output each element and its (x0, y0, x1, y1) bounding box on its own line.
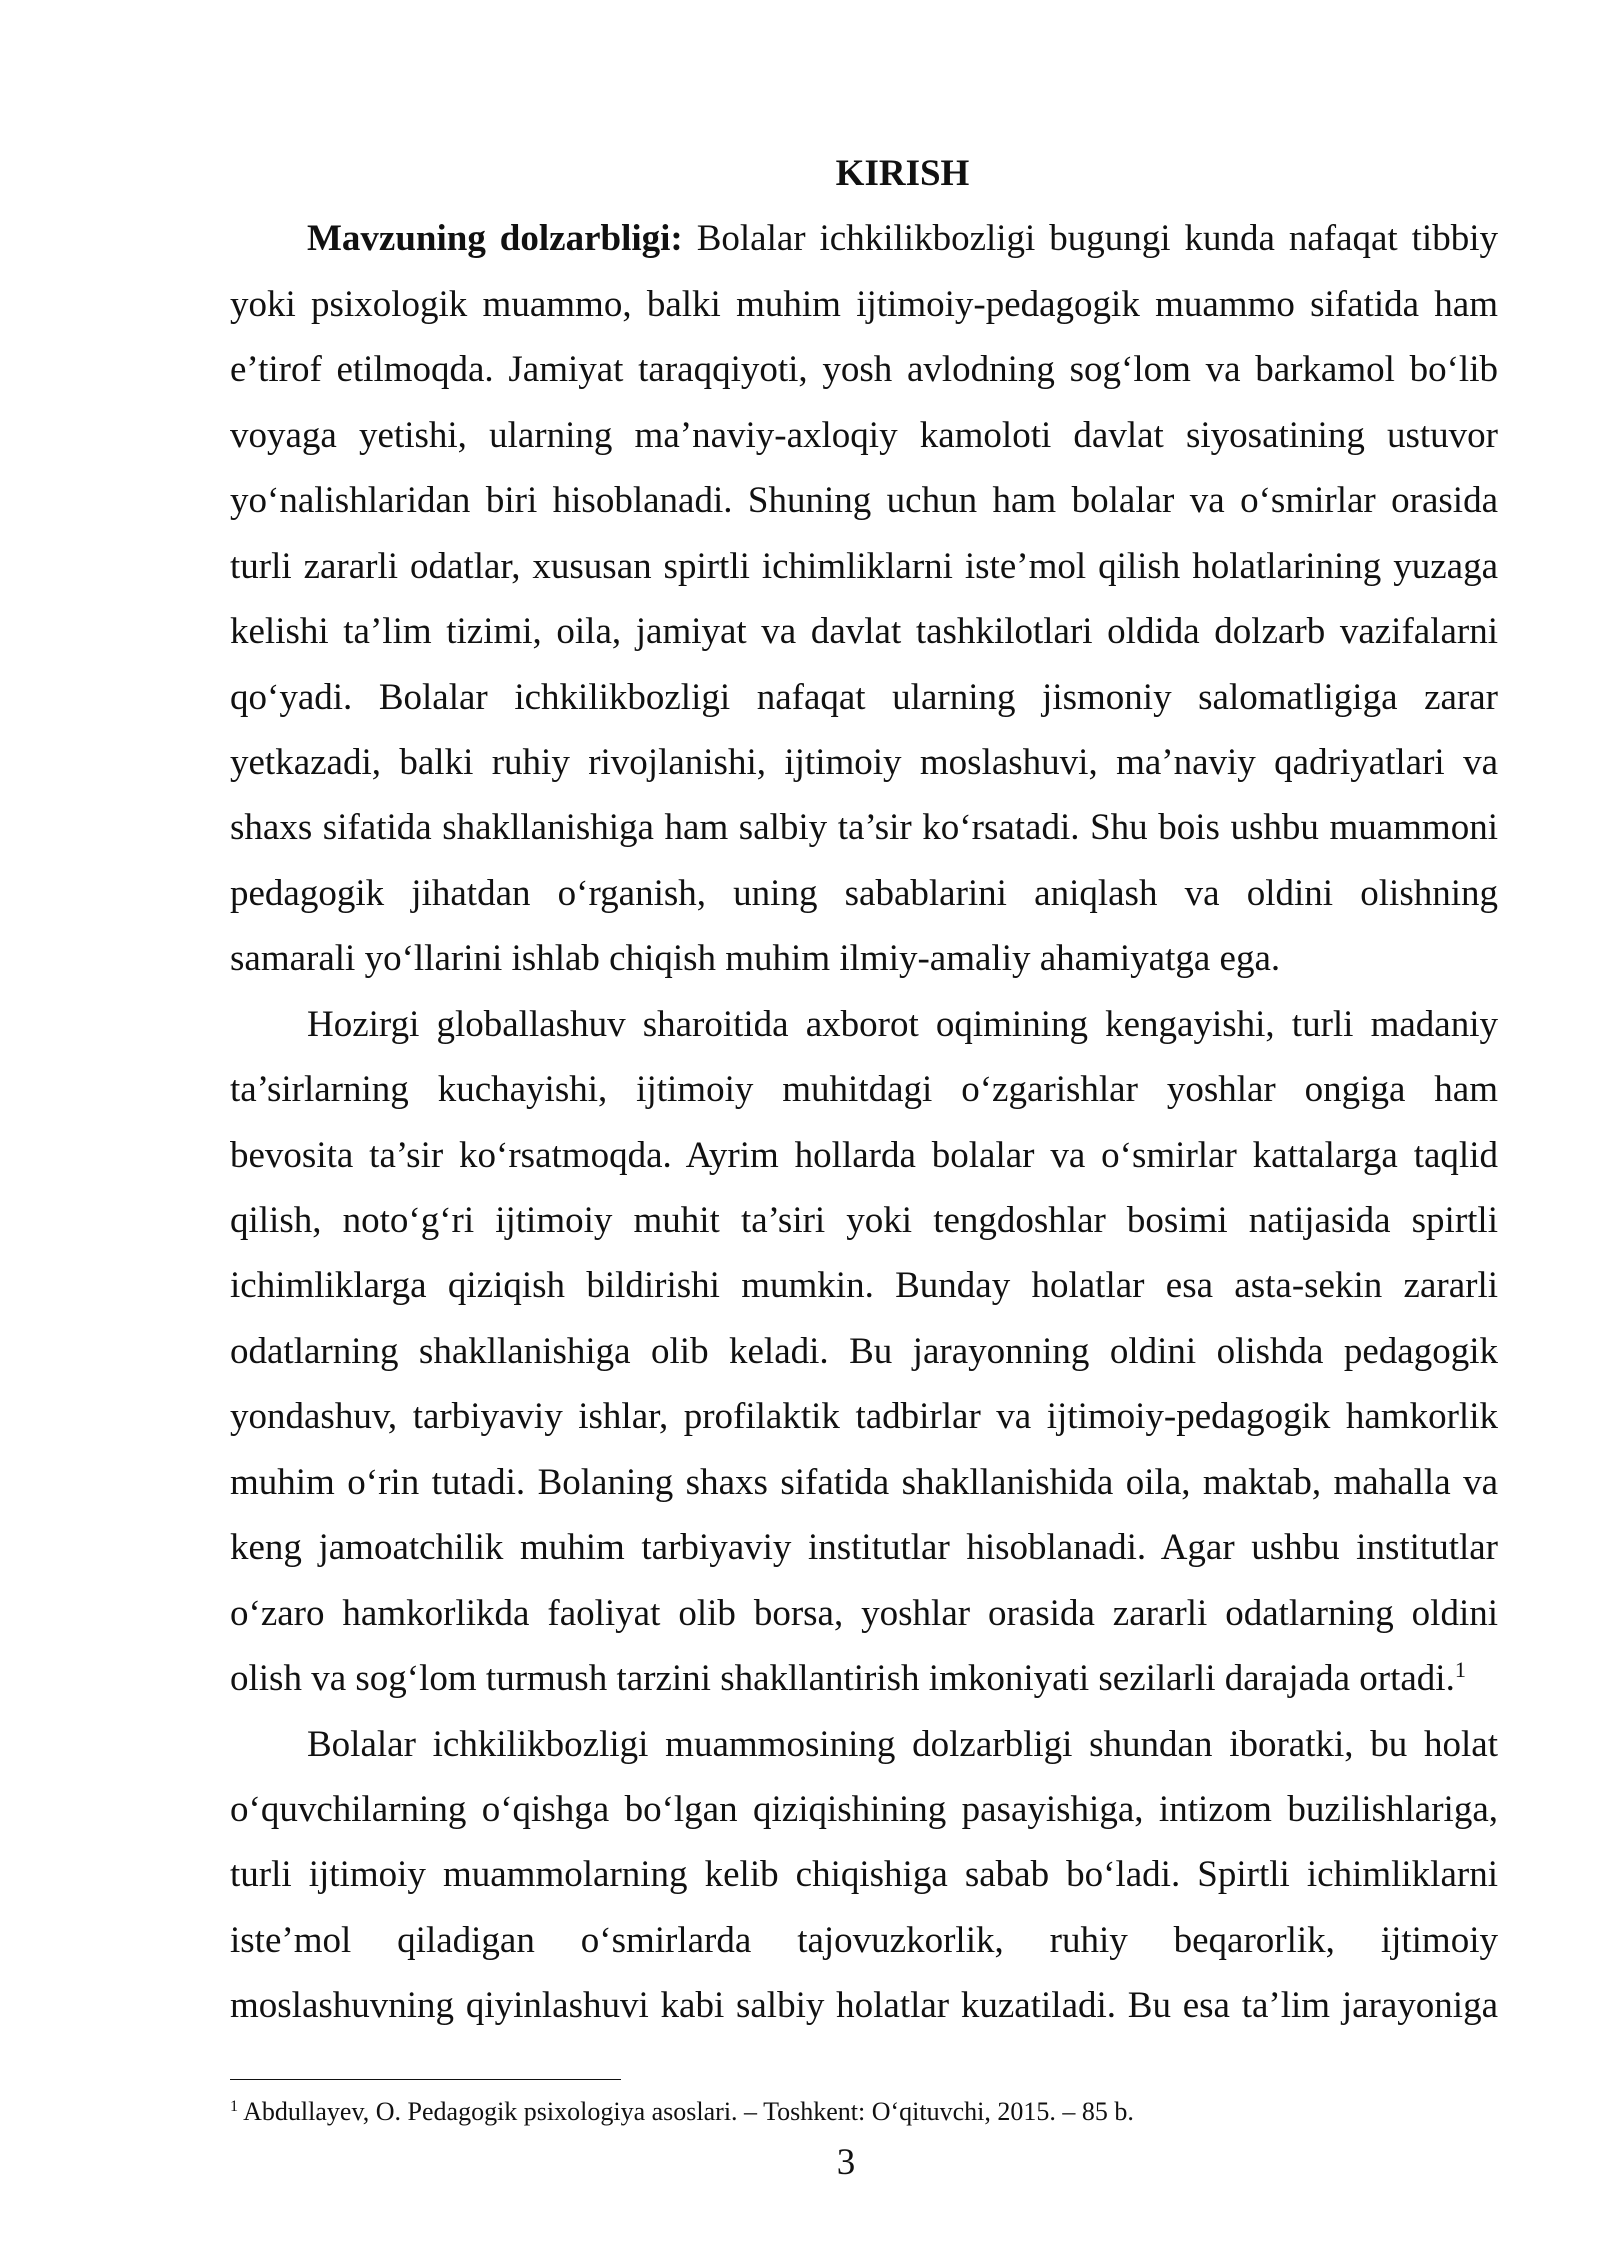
paragraph (230, 206, 1498, 991)
text-line: iste’mol qiladigan o‘smirlarda tajovuzkorlik, ruhiy beqarorlik, ijtimoiy (230, 1919, 1498, 1961)
text-body (230, 141, 1498, 2039)
text-line: kelishi ta’lim tizimi, oila, jamiyat va davlat tashkilotlari oldida dolzarb vazifalarni (230, 611, 1498, 653)
text-line: qo‘yadi. Bolalar ichkilikbozligi nafaqat ularning jismoniy salomatligiga zarar (230, 676, 1498, 718)
text-line: turli ijtimoiy muammolarning kelib chiqishiga sabab bo‘ladi. Spirtli ichimliklarni (230, 1854, 1498, 1896)
text-line: shaxs sifatida shakllanishiga ham salbiy ta’sir ko‘rsatadi. Shu bois ushbu muammoni (230, 807, 1498, 849)
text-line: odatlarning shakllanishiga olib keladi. Bu jarayonning oldini olishda pedagogik (230, 1330, 1498, 1372)
text-line: voyaga yetishi, ularning ma’naviy-axloqiy kamoloti davlat siyosatining ustuvor (230, 414, 1498, 456)
text-line: qilish, noto‘g‘ri ijtimoiy muhit ta’siri yoki tengdoshlar bosimi natijasida spirtli (230, 1200, 1498, 1241)
text-line: yondashuv, tarbiyaviy ishlar, profilaktik tadbirlar va ijtimoiy-pedagogik hamkorlik (230, 1396, 1498, 1438)
text-line: yo‘nalishlaridan biri hisoblanadi. Shuning uchun ham bolalar va o‘smirlar orasida (230, 480, 1498, 522)
text-line: ichimliklarga qiziqish bildirishi mumkin. Bunday holatlar esa asta-sekin zararli (230, 1265, 1498, 1307)
section-heading: KIRISH (835, 153, 970, 194)
footnote-separator (230, 2079, 621, 2080)
text-line: Bolalar ichkilikbozligi muammosining dolzarbligi shundan iboratki, bu holat (307, 1723, 1498, 1765)
footnote-text: Abdullayev, O. Pedagogik psixologiya asoslari. – Toshkent: O‘qituvchi, 2015. – 85 b. (243, 2097, 1134, 2126)
text-line-rest: Bolalar ichkilikbozligi bugungi kunda nafaqat tibbiy (696, 218, 1498, 260)
text-line: o‘zaro hamkorlikda faoliyat olib borsa, yoshlar orasida zararli odatlarning oldini (230, 1592, 1498, 1634)
text-line (230, 1646, 1498, 1711)
text-line: bevosita ta’sir ko‘rsatmoqda. Ayrim hollarda bolalar va o‘smirlar kattalarga taqlid (230, 1134, 1498, 1176)
text-line: muhim o‘rin tutadi. Bolaning shaxs sifatida shakllanishida oila, maktab, mahalla va (230, 1461, 1498, 1503)
text-line: yetkazadi, balki ruhiy rivojlanishi, ijtimoiy moslashuvi, ma’naviy qadriyatlari va (230, 741, 1498, 783)
text-line: keng jamoatchilik muhim tarbiyaviy institutlar hisoblanadi. Agar ushbu institutlar (230, 1527, 1498, 1569)
footnote-reference[interactable]: 1 (1454, 1656, 1466, 1682)
text-line (230, 206, 1498, 271)
paragraph (230, 992, 1498, 1712)
text-line: o‘quvchilarning o‘qishga bo‘lgan qiziqishining pasayishiga, intizom buzilishlariga, (230, 1788, 1498, 1830)
text-line: samarali yo‘llarini ishlab chiqish muhim ilmiy-amaliy ahamiyatga ega. (230, 938, 1281, 980)
text-line-content: olish va sog‘lom turmush tarzini shakllantirish imkoniyati sezilarli darajada ortadi. (230, 1658, 1455, 1700)
text-line: yoki psixologik muammo, balki muhim ijtimoiy-pedagogik muammo sifatida ham (230, 283, 1498, 325)
text-line: e’tirof etilmoqda. Jamiyat taraqqiyoti, yosh avlodning sog‘lom va barkamol bo‘lib (230, 349, 1498, 391)
page-number: 3 (836, 2142, 856, 2183)
lead-term: Mavzuning dolzarbligi: (307, 218, 683, 260)
paragraph (230, 1712, 1498, 2039)
text-line: pedagogik jihatdan o‘rganish, uning sabablarini aniqlash va oldini olishning (230, 872, 1498, 914)
text-line: ta’sirlarning kuchayishi, ijtimoiy muhitdagi o‘zgarishlar yoshlar ongiga ham (230, 1069, 1498, 1111)
text-line: turli zararli odatlar, xususan spirtli ichimliklarni iste’mol qilish holatlarining yuzaga (230, 545, 1498, 587)
footnote-marker: 1 (230, 2098, 239, 2116)
footnote (230, 2096, 1498, 2128)
text-line: Hozirgi globallashuv sharoitida axborot oqimining kengayishi, turli madaniy (307, 1003, 1498, 1045)
text-line: moslashuvning qiyinlashuvi kabi salbiy holatlar kuzatiladi. Bu esa ta’lim jarayoniga (230, 1985, 1498, 2027)
